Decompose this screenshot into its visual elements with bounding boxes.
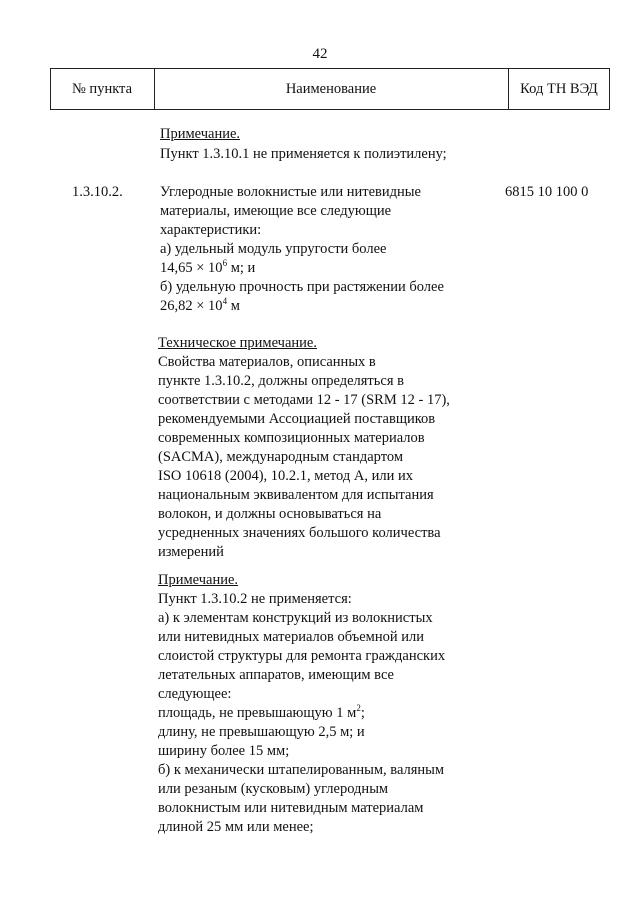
modulus-value: 14,65 × 10 <box>160 260 223 276</box>
tech-note-line: современных композиционных материалов <box>158 430 425 446</box>
tech-note-line: национальным эквивалентом для испытания <box>158 487 434 503</box>
note-line: слоистой структуры для ремонта гражданских <box>158 648 446 664</box>
modulus-exponent: 6 <box>222 258 228 268</box>
strength-line <box>160 297 240 316</box>
area-exponent: 2 <box>356 703 361 713</box>
tech-note-heading: Техническое примечание. <box>158 335 317 351</box>
page-number: 42 <box>312 46 328 62</box>
note-line: или нитевидных материалов объемной или <box>158 629 424 645</box>
note-heading: Примечание. <box>160 126 241 142</box>
header-name: Наименование <box>285 81 377 97</box>
note-line: длиной 25 мм или менее; <box>158 819 314 835</box>
entry-number: 1.3.10.2. <box>72 184 123 200</box>
note-heading: Примечание. <box>158 572 239 588</box>
table-header <box>50 68 610 110</box>
note-line: летательных аппаратов, имеющим все <box>158 667 394 683</box>
tech-note-line: волокон, и должны основываться на <box>158 506 382 522</box>
area-tail: ; <box>360 705 365 721</box>
header-item-no: № пункта <box>71 81 133 97</box>
note-line: длину, не превышающую 2,5 м; и <box>158 724 365 740</box>
note-text: Пункт 1.3.10.1 не применяется к полиэтилену; <box>160 146 447 162</box>
strength-unit: м <box>227 298 240 314</box>
strength-exponent: 4 <box>222 296 228 306</box>
tech-note-line: пункте 1.3.10.2, должны определяться в <box>158 373 404 389</box>
tech-note-line: ISO 10618 (2004), 10.2.1, метод А, или их <box>158 468 413 484</box>
strength-value: 26,82 × 10 <box>160 298 223 314</box>
tech-note-line: усредненных значениях большого количества <box>158 525 441 541</box>
note-line: следующее: <box>158 686 232 702</box>
entry-line: характеристики: <box>160 222 262 238</box>
tech-note-line: измерений <box>158 544 224 560</box>
tech-note-line: соответствии с методами 12 - 17 (SRM 12 - 17), <box>158 392 450 408</box>
note-line: а) к элементам конструкций из волокнистых <box>158 610 433 626</box>
tech-note-line: рекомендуемыми Ассоциацией поставщиков <box>158 411 436 427</box>
modulus-unit: м; и <box>227 260 256 276</box>
entry-line: б) удельную прочность при растяжении более <box>160 279 444 295</box>
entry-line: а) удельный модуль упругости более <box>160 241 387 257</box>
area-line <box>158 704 365 723</box>
note-line: волокнистым или нитевидным материалам <box>158 800 424 816</box>
note-line: ширину более 15 мм; <box>158 743 290 759</box>
area-text: площадь, не превышающую 1 м <box>158 705 357 721</box>
entry-code: 6815 10 100 0 <box>505 184 589 200</box>
note-line: или резаным (кусковым) углеродным <box>158 781 389 797</box>
tech-note-line: (SACMA), международным стандартом <box>158 449 404 465</box>
header-code: Код ТН ВЭД <box>520 81 598 97</box>
header-border-right <box>609 69 610 109</box>
note-line: б) к механически штапелированным, валяным <box>158 762 445 778</box>
tech-note-line: Свойства материалов, описанных в <box>158 354 376 370</box>
note-line: Пункт 1.3.10.2 не применяется: <box>158 591 352 607</box>
entry-line: Углеродные волокнистые или нитевидные <box>160 184 421 200</box>
modulus-line <box>160 259 255 278</box>
entry-line: материалы, имеющие все следующие <box>160 203 392 219</box>
